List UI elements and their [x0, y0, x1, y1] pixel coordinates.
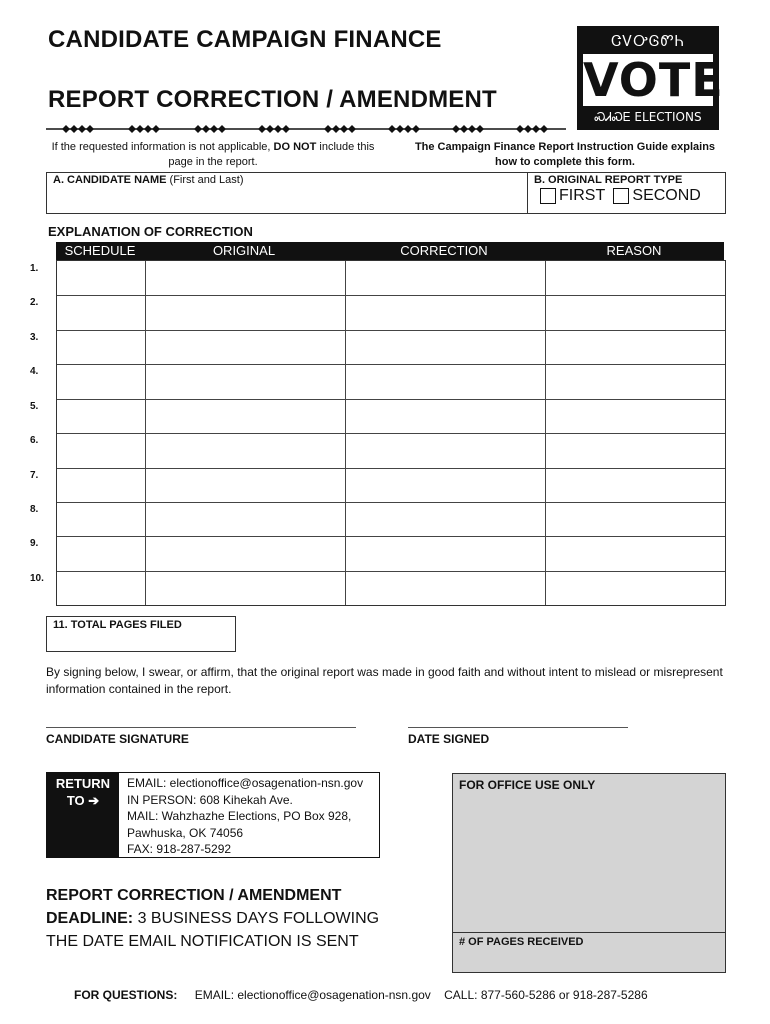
return-in-person: IN PERSON: 608 Kihekah Ave. — [127, 792, 293, 807]
total-pages-label: 11. TOTAL PAGES FILED — [53, 619, 182, 631]
column-original: ORIGINAL — [212, 243, 276, 258]
form-title-line2: REPORT CORRECTION / AMENDMENT — [48, 86, 497, 113]
row-number: 2. — [30, 297, 39, 308]
return-to-label: RETURN TO ➔ — [47, 773, 119, 857]
second-checkbox[interactable] — [613, 188, 629, 204]
explanation-heading: EXPLANATION OF CORRECTION — [48, 224, 253, 239]
date-line[interactable] — [408, 727, 628, 728]
column-reason: REASON — [606, 243, 662, 258]
row-number: 10. — [30, 573, 44, 584]
row-number: 7. — [30, 470, 39, 481]
return-email: EMAIL: electionoffice@osagenation-nsn.gov — [127, 776, 364, 790]
row-number: 8. — [30, 504, 39, 515]
deadline-notice: REPORT CORRECTION / AMENDMENT DEADLINE: 3 BUSINESS DAYS FOLLOWING THE DATE EMAIL NOTIFICATION IS SENT — [46, 887, 380, 950]
decorative-divider — [46, 122, 566, 136]
column-correction: CORRECTION — [400, 243, 488, 258]
candidate-name-label: A. CANDIDATE NAME (First and Last) — [53, 174, 244, 186]
logo-elections-text: ᏍᏗᏍᎬ ELECTIONS — [594, 110, 702, 124]
row-number: 9. — [30, 538, 39, 549]
row-number: 4. — [30, 366, 39, 377]
correction-table[interactable] — [56, 260, 726, 606]
candidate-signature-label: CANDIDATE SIGNATURE — [46, 732, 189, 746]
instruction-guide-note: The Campaign Finance Report Instruction Guide explains how to complete this form. — [414, 141, 716, 168]
row-number: 3. — [30, 332, 39, 343]
date-signed-label: DATE SIGNED — [408, 732, 490, 746]
row-number: 1. — [30, 263, 39, 274]
logo-script-text: ᏣᏙᎤᎶᏛᏂ — [611, 32, 685, 50]
row-number: 6. — [30, 435, 39, 446]
office-use-title: FOR OFFICE USE ONLY — [459, 778, 596, 792]
pages-received-label: # OF PAGES RECEIVED — [459, 936, 584, 948]
questions-email: EMAIL: electionoffice@osagenation-nsn.gov — [194, 988, 431, 1002]
office-use-box — [452, 773, 726, 973]
row-number: 5. — [30, 401, 39, 412]
second-option-label: SECOND — [632, 187, 701, 204]
not-applicable-note: If the requested information is not applicable, DO NOT include this page in the report. — [51, 141, 375, 168]
return-fax: FAX: 918-287-5292 — [127, 842, 232, 856]
return-mail: MAIL: Wahzhazhe Elections, PO Box 928, — [127, 809, 352, 823]
report-type-label: B. ORIGINAL REPORT TYPE — [534, 174, 683, 186]
vote-logo — [577, 26, 724, 130]
column-schedule: SCHEDULE — [64, 243, 136, 258]
return-to-box — [46, 772, 380, 858]
form-title-line1: CANDIDATE CAMPAIGN FINANCE — [48, 26, 442, 53]
oath-statement: By signing below, I swear, or affirm, that the original report was made in good faith and without intent to mislead or misrepresent information contained in the report. — [46, 665, 723, 696]
original-report-type-field — [527, 172, 726, 214]
candidate-name-field[interactable] — [46, 172, 527, 214]
total-pages-filed-field[interactable] — [46, 616, 236, 652]
questions-footer — [74, 988, 648, 1002]
first-checkbox[interactable] — [540, 188, 556, 204]
logo-vote-text: VOTE — [583, 53, 724, 107]
signature-line[interactable] — [46, 727, 356, 728]
return-mail-city: Pawhuska, OK 74056 — [127, 825, 244, 840]
questions-label: FOR QUESTIONS: — [74, 988, 178, 1002]
correction-table-header — [56, 242, 724, 260]
return-to-info — [127, 775, 363, 858]
questions-call: CALL: 877-560-5286 or 918-287-5286 — [444, 988, 648, 1002]
first-option-label: FIRST — [559, 187, 605, 204]
